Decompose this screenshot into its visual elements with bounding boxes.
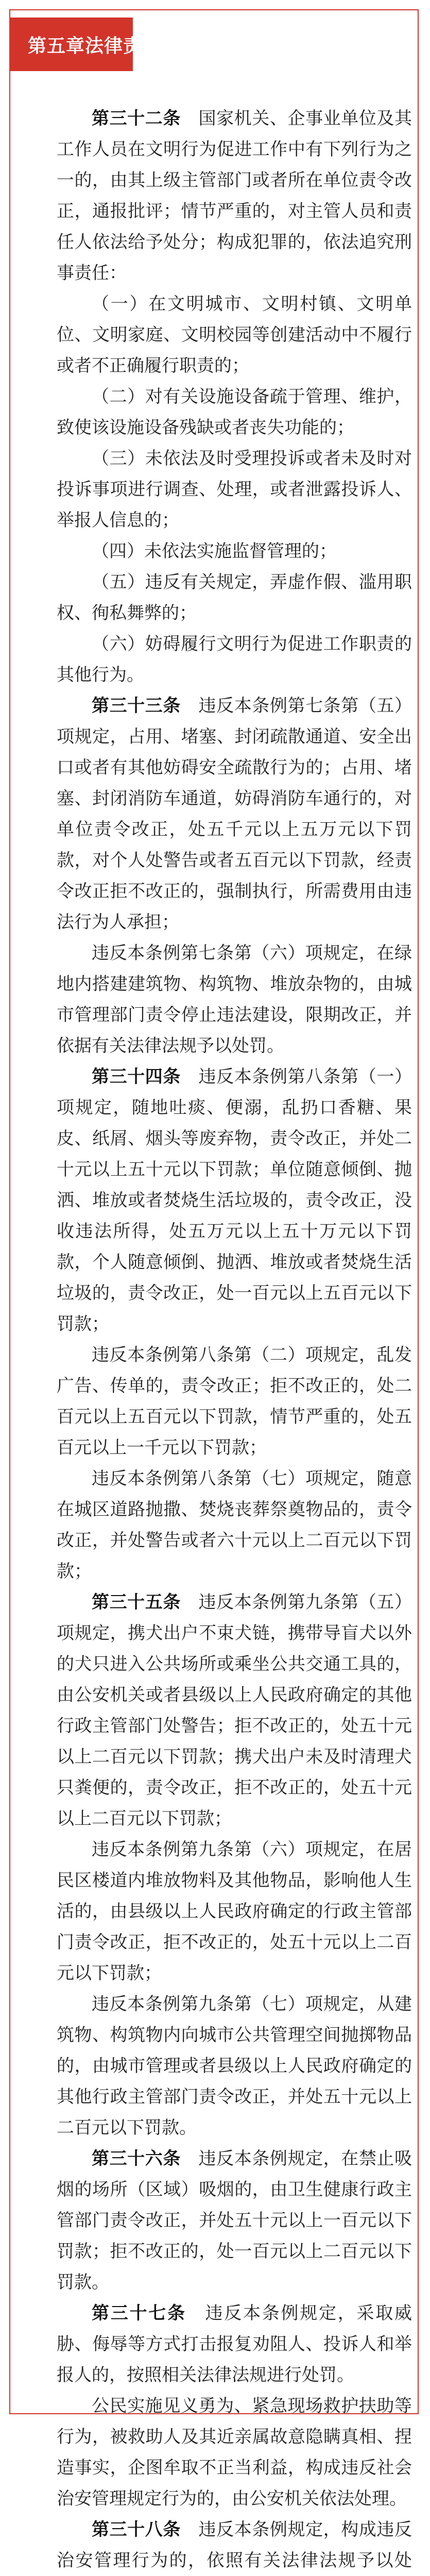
paragraph	[57, 938, 412, 1061]
paragraph-text: （一）在文明城市、文明村镇、文明单位、文明家庭、文明校园等创建活动中不履行或者不正确履行职责的；	[57, 294, 412, 376]
paragraph-text: 违反本条例规定，在禁止吸烟的场所（区域）吸烟的，由卫生健康行政主管部门责令改正，并处五十元以上一百元以下罚款；拒不改正的，处一百元以上二百元以下罚款。	[57, 2148, 412, 2293]
paragraph	[57, 629, 412, 690]
paragraph-text: 违反本条例规定，构成违反治安管理行为的，依照有关法律法规予以处	[57, 2519, 412, 2571]
paragraph	[57, 381, 412, 443]
paragraph-text: （六）妨碍履行文明行为促进工作职责的其他行为。	[57, 634, 412, 685]
paragraph	[57, 443, 412, 536]
article-number: 第三十四条	[92, 1066, 181, 1087]
paragraph	[57, 1061, 412, 1340]
chapter-number: 第五章	[28, 35, 85, 57]
paragraph	[57, 1340, 412, 1463]
paragraph-text: 违反本条例第八条第（七）项规定，随意在城区道路抛撒、焚烧丧葬祭奠物品的，责令改正，并处警告或者六十元以上二百元以下罚款；	[57, 1468, 412, 1582]
paragraph-text: 违反本条例第七条第（六）项规定，在绿地内搭建建筑物、构筑物、堆放杂物的，由城市管理部门责令停止违法建设，限期改正，并依据有关法律法规予以处罚。	[57, 943, 412, 1056]
paragraph-text: 公民实施见义勇为、紧急现场救护扶助等行为，被救助人及其近亲属故意隐瞒真相、捏造事实，企图牟取不正当利益，构成违反社会治安管理规定行为的，由公安机关依法处理。	[57, 2396, 412, 2509]
article-number: 第三十七条	[92, 2303, 186, 2324]
article-number: 第三十八条	[92, 2519, 181, 2540]
paragraph	[57, 690, 412, 938]
paragraph	[57, 2391, 412, 2514]
paragraph	[57, 1463, 412, 1587]
paragraph	[57, 2143, 412, 2298]
paragraph	[57, 1834, 412, 1989]
article-number: 第三十三条	[92, 696, 181, 716]
paragraph-text: 国家机关、企事业单位及其工作人员在文明行为促进工作中有下列行为之一的，由其上级主管部门或者所在单位责令改正，通报批评；情节严重的，对主管人员和责任人依法给予处分；构成犯罪的，依法追究刑事责任：	[57, 108, 412, 283]
paragraph	[57, 2298, 412, 2391]
chapter-header	[10, 18, 162, 71]
paragraph	[57, 1989, 412, 2143]
paragraph-text: （二）对有关设施设备疏于管理、维护，致使该设施设备残缺或者丧失功能的；	[57, 386, 412, 438]
paragraph-text: 违反本条例第七条第（五）项规定，占用、堵塞、封闭疏散通道、安全出口或者有其他妨碍安全疏散行为的；占用、堵塞、封闭消防车通道，妨碍消防车通行的，对单位责令改正，处五千元以上五万元以下罚款，对个人处警告或者五百元以下罚款，经责令改正拒不改正的，强制执行，所需费用由违法行为人承担；	[57, 696, 412, 933]
document-frame	[9, 9, 419, 2571]
paragraph-text: 违反本条例第九条第（六）项规定，在居民区楼道内堆放物料及其他物品，影响他人生活的，由县级以上人民政府确定的行政主管部门责令改正，拒不改正的，处五十元以上二百元以下罚款；	[57, 1839, 412, 1984]
paragraph-text: 违反本条例第九条第（七）项规定，从建筑物、构筑物内向城市公共管理空间抛掷物品的，由城市管理或者县级以上人民政府确定的其他行政主管部门责令改正，并处五十元以上二百元以下罚款。	[57, 1994, 412, 2138]
paragraph-text: 违反本条例第九条第（五）项规定，携犬出户不束犬链，携带导盲犬以外的犬只进入公共场所或乘坐公共交通工具的，由公安机关或者县级以上人民政府确定的其他行政主管部门处警告；拒不改正的，处五十元以上二百元以下罚款；携犬出户未及时清理犬只粪便的，责令改正，拒不改正的，处五十元以上二百元以下罚款；	[57, 1592, 412, 1829]
paragraph	[57, 2514, 412, 2576]
paragraph-text: 违反本条例第八条第（二）项规定，乱发广告、传单的，责令改正；拒不改正的，处二百元以上五百元以下罚款，情节严重的，处五百元以上一千元以下罚款；	[57, 1345, 412, 1458]
paragraph	[57, 1587, 412, 1834]
paragraph-text: 违反本条例规定，采取威胁、侮辱等方式打击报复劝阻人、投诉人和举报人的，按照相关法律法规进行处罚。	[57, 2303, 412, 2385]
paragraph	[57, 289, 412, 381]
chapter-body	[57, 103, 412, 2576]
paragraph-text: （四）未依法实施监督管理的；	[92, 541, 337, 562]
paragraph-text: 违反本条例第八条第（一）项规定，随地吐痰、便溺，乱扔口香糖、果皮、纸屑、烟头等废弃物，责令改正，并处二十元以上五十元以下罚款；单位随意倾倒、抛洒、堆放或者焚烧生活垃圾的，责令改正，没收违法所得，处五万元以上五十万元以下罚款，个人随意倾倒、抛洒、堆放或者焚烧生活垃圾的，责令改正，处一百元以上五百元以下罚款；	[57, 1066, 412, 1334]
article-number: 第三十六条	[92, 2148, 181, 2169]
chapter-title: 法律责任	[85, 35, 162, 57]
paragraph-text: （五）违反有关规定，弄虚作假、滥用职权、徇私舞弊的；	[57, 572, 412, 623]
article-number: 第三十二条	[92, 108, 181, 129]
paragraph	[57, 536, 412, 567]
paragraph	[57, 103, 412, 289]
article-number: 第三十五条	[92, 1592, 181, 1613]
paragraph	[57, 567, 412, 629]
paragraph-text: （三）未依法及时受理投诉或者未及时对投诉事项进行调查、处理，或者泄露投诉人、举报人信息的；	[57, 448, 412, 531]
